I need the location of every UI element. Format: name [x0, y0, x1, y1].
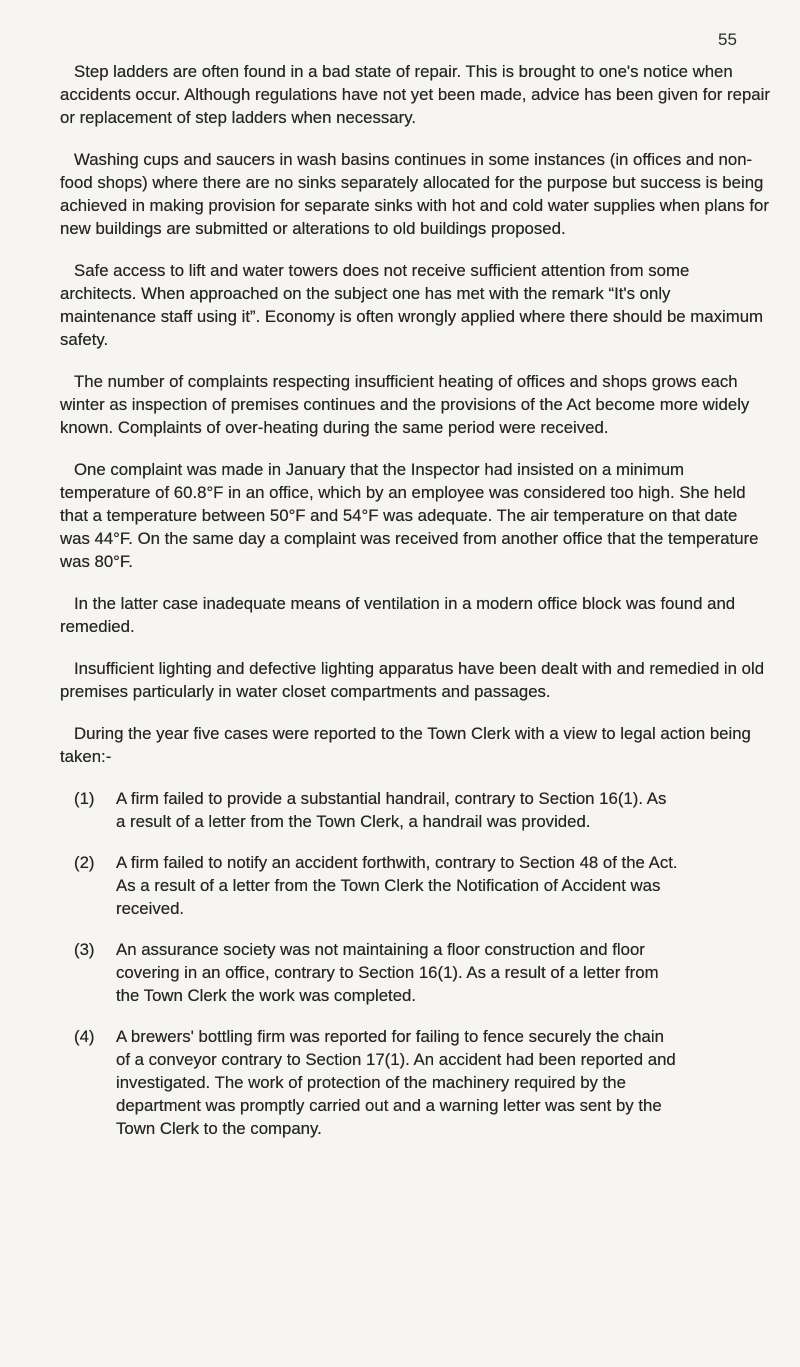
list-item	[60, 787, 770, 833]
case-number: (4)	[74, 1027, 95, 1046]
case-text: A firm failed to provide a substantial handrail, contrary to Section 16(1). As a result of a letter from the Town Clerk, a handrail was provided.	[116, 789, 667, 831]
paragraph-ventilation: In the latter case inadequate means of ventilation in a modern office block was found and remedied.	[60, 594, 736, 636]
paragraph-safe-access: Safe access to lift and water towers does not receive sufficient attention from some architects. When approached on the subject one has met with the remark “It's only maintenance staff using it”. Economy is often wrongly applied where there should be maximum safety.	[60, 261, 764, 349]
page-number: 55	[718, 30, 737, 49]
case-number: (2)	[74, 853, 95, 872]
paragraph-lighting: Insufficient lighting and defective lighting apparatus have been dealt with and remedied in old premises particularly in water closet compartments and passages.	[60, 659, 765, 701]
case-text: A firm failed to notify an accident forthwith, contrary to Section 48 of the Act. As a result of a letter from the Town Clerk the Notification of Accident was received.	[116, 853, 678, 918]
case-number: (1)	[74, 789, 95, 808]
case-text: An assurance society was not maintaining a floor construction and floor covering in an office, contrary to Section 16(1). As a result of a letter from the Town Clerk the work was completed.	[116, 940, 659, 1005]
paragraph-temperature-complaint: One complaint was made in January that the Inspector had insisted on a minimum temperature of 60.8°F in an office, which by an employee was considered too high. She held that a temperature between 50°F and 54°F was adequate. The air temperature on that date was 44°F. On the same day a complaint was received from another office that the temperature was 80°F.	[60, 460, 759, 571]
paragraph-heating-complaints: The number of complaints respecting insufficient heating of offices and shops grows each winter as inspection of premises continues and the provisions of the Act become more widely known. Complaints of over-heating during the same period were received.	[60, 372, 750, 437]
paragraph-legal-action-intro: During the year five cases were reported to the Town Clerk with a view to legal action being taken:-	[60, 724, 751, 766]
paragraph-washing-cups: Washing cups and saucers in wash basins continues in some instances (in offices and non-food shops) where there are no sinks separately allocated for the purpose but success is being achieved in making provision for separate sinks with hot and cold water supplies when plans for new buildings are submitted or alterations to old buildings proposed.	[60, 150, 769, 238]
paragraph-step-ladders: Step ladders are often found in a bad state of repair. This is brought to one's notice when accidents occur. Although regulations have not yet been made, advice has been given for repair or replacement of step ladders when necessary.	[60, 62, 770, 127]
list-item	[60, 938, 770, 1007]
list-item	[60, 851, 770, 920]
list-item	[60, 1025, 770, 1140]
case-text: A brewers' bottling firm was reported for failing to fence securely the chain of a conveyor contrary to Section 17(1). An accident had been reported and investigated. The work of protection of the machinery required by the department was promptly carried out and a warning letter was sent by the Town Clerk to the company.	[116, 1027, 676, 1138]
legal-cases-list	[60, 787, 770, 1140]
case-number: (3)	[74, 940, 95, 959]
document-body	[60, 60, 770, 1158]
